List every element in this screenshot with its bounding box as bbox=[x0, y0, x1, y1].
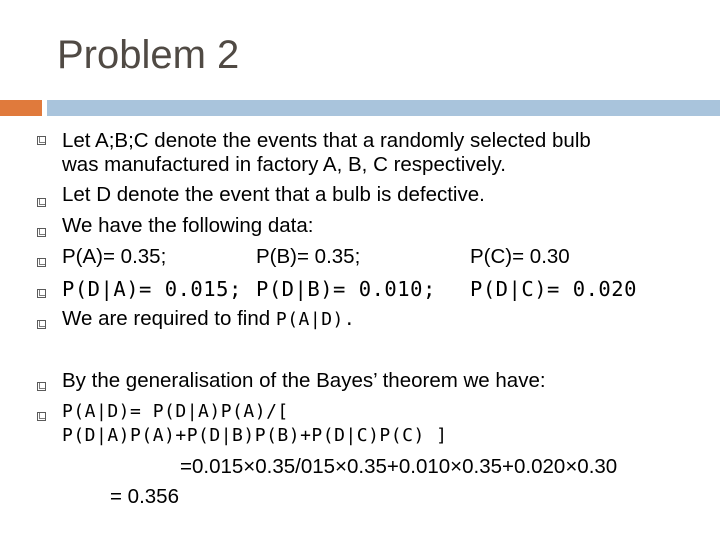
square-bullet-icon bbox=[37, 136, 46, 145]
bullet-text-events-cont: was manufactured in factory A, B, C respectively. bbox=[62, 153, 506, 176]
title-rule-bar bbox=[47, 100, 720, 116]
square-bullet-icon bbox=[37, 198, 46, 207]
formula-line-1: P(A|D)= P(D|A)P(A)/[ bbox=[62, 401, 289, 422]
square-bullet-icon bbox=[37, 382, 46, 391]
square-bullet-icon bbox=[37, 258, 46, 267]
bullet-text-bayes: By the generalisation of the Bayes’ theorem we have: bbox=[62, 369, 546, 392]
formula-line-2: P(D|A)P(A)+P(D|B)P(B)+P(D|C)P(C) ] bbox=[62, 425, 448, 446]
bullet-text-events: Let A;B;C denote the events that a randomly selected bulb bbox=[62, 129, 591, 152]
prior-p-a: P(A)= 0.35; bbox=[62, 245, 167, 268]
prior-p-c: P(C)= 0.30 bbox=[470, 245, 570, 268]
prior-p-b: P(B)= 0.35; bbox=[256, 245, 361, 268]
title-accent-bar bbox=[0, 100, 42, 116]
cond-p-d-b: P(D|B)= 0.010; bbox=[256, 277, 436, 301]
square-bullet-icon bbox=[37, 289, 46, 298]
square-bullet-icon bbox=[37, 320, 46, 329]
required-prefix: We are required to find bbox=[62, 307, 276, 330]
bullet-text-data-intro: We have the following data: bbox=[62, 214, 314, 237]
bullet-text-defective: Let D denote the event that a bulb is defective. bbox=[62, 183, 485, 206]
cond-p-d-c: P(D|C)= 0.020 bbox=[470, 277, 637, 301]
square-bullet-icon bbox=[37, 412, 46, 421]
formula-line-3: =0.015×0.35/015×0.35+0.010×0.35+0.020×0.30 bbox=[180, 455, 618, 478]
square-bullet-icon bbox=[37, 228, 46, 237]
cond-p-d-a: P(D|A)= 0.015; bbox=[62, 277, 242, 301]
required-target: P(A|D). bbox=[275, 309, 356, 330]
formula-result: = 0.356 bbox=[110, 485, 179, 508]
slide-title: Problem 2 bbox=[57, 33, 240, 77]
bullet-text-required bbox=[62, 307, 355, 332]
